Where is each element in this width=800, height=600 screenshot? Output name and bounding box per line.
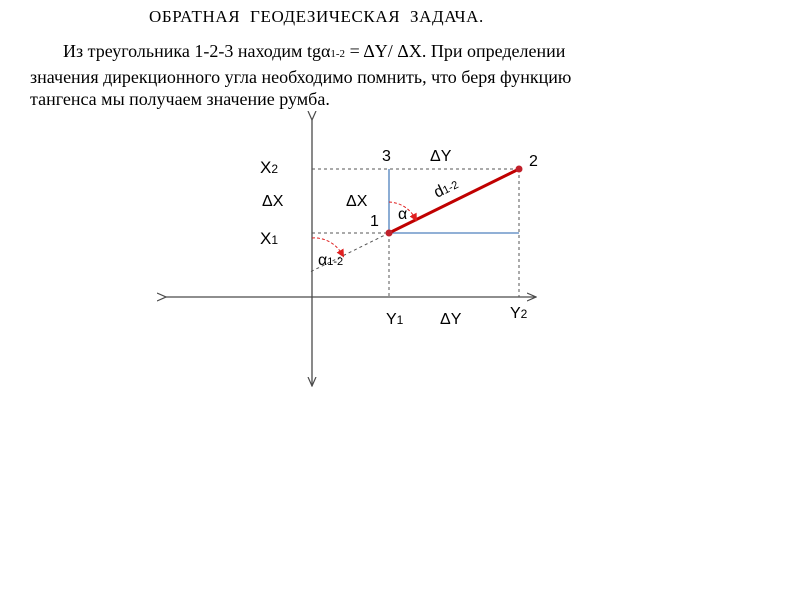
- label-x2: [260, 158, 278, 177]
- label-delta-y-bottom: ΔY: [440, 311, 462, 328]
- label-x2-main: X: [260, 158, 272, 177]
- label-point-3: 3: [382, 148, 391, 165]
- paragraph-line-2: значения дирекционного угла необходимо помнить, что беря функцию: [30, 66, 572, 87]
- label-point-2: 2: [529, 153, 538, 170]
- label-d-main: d: [431, 182, 447, 202]
- label-delta-x-left: ΔX: [262, 193, 284, 210]
- paragraph-line-1-start: Из треугольника 1-2-3 находим tg: [63, 41, 321, 61]
- label-delta-y-top: ΔY: [430, 148, 452, 165]
- slide-title: ОБРАТНАЯ ГЕОДЕЗИЧЕСКАЯ ЗАДАЧА.: [149, 7, 484, 26]
- label-delta-x-inner: ΔX: [346, 193, 368, 210]
- label-alpha: α: [398, 206, 408, 223]
- label-y1-sub: 1: [396, 313, 404, 327]
- label-x1-main: X: [260, 229, 272, 248]
- label-point-1: 1: [370, 213, 379, 230]
- label-x1: [260, 229, 278, 248]
- label-y2-main: Y: [510, 305, 521, 322]
- point-2-marker: [516, 166, 523, 173]
- label-y2: [510, 305, 528, 322]
- label-x1-sub: 1: [271, 233, 279, 247]
- point-1-marker: [386, 230, 393, 237]
- paragraph-line-1-end: = ΔY/ ΔX. При определении: [345, 41, 566, 61]
- label-y1-main: Y: [386, 311, 397, 328]
- label-d-sub: 1-2: [441, 179, 461, 197]
- label-x2-sub: 2: [271, 162, 279, 176]
- label-y1: [386, 311, 404, 328]
- label-alpha-1-2-main: α: [318, 252, 328, 269]
- formula-alpha: α: [320, 41, 331, 61]
- label-alpha-1-2: [318, 252, 343, 269]
- label-alpha-1-2-sub: 1-2: [327, 256, 344, 268]
- formula-alpha-subscript: 1-2: [330, 48, 346, 60]
- paragraph-line-3: тангенса мы получаем значение румба.: [30, 89, 330, 109]
- label-y2-sub: 2: [520, 307, 528, 321]
- label-d-1-2: [431, 175, 461, 201]
